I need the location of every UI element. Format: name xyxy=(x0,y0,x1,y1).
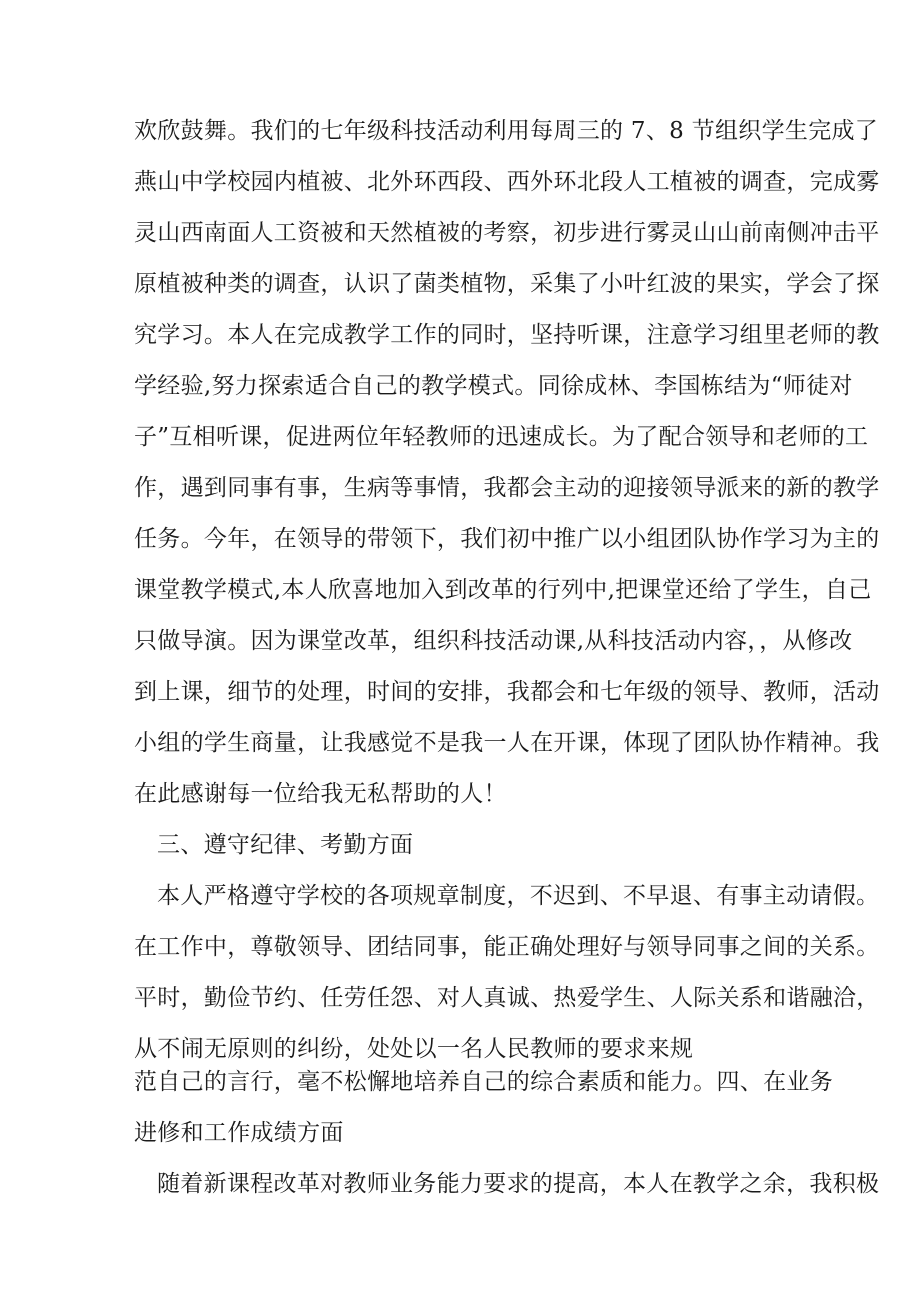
text-line: 本人严格遵守学校的各项规章制度，不迟到、不早退、有事主动请假。 xyxy=(157,883,880,909)
text-line: 子”互相听课，促进两位年轻教师的迅速成长。为了配合领导和老师的工 xyxy=(134,424,869,450)
text-line: 燕山中学校园内植被、北外环西段、西外环北段人工植被的调查，完成雾 xyxy=(134,169,880,195)
text-line: 学经验,努力探索适合自己的教学模式。同徐成林、李国栋结为“师徒对 xyxy=(134,373,853,399)
text-line: 原植被种类的调查，认识了菌类植物，采集了小叶红波的果实，学会了探 xyxy=(134,271,880,297)
text-line: 任务。今年，在领导的带领下，我们初中推广以小组团队协作学习为主的 xyxy=(134,526,880,552)
text-line: 平时，勤俭节约、任劳任怨、对人真诚、热爱学生、人际关系和谐融洽， xyxy=(134,985,880,1011)
section-heading: 三、遵守纪律、考勤方面 xyxy=(157,832,414,858)
text-line: 在工作中，尊敬领导、团结同事，能正确处理好与领导同事之间的关系。 xyxy=(134,934,880,960)
text-line: 进修和工作成绩方面 xyxy=(134,1120,344,1146)
text-line: 从不闹无原则的纠纷，处处以一名人民教师的要求来规 xyxy=(134,1036,694,1062)
text-line: 只做导演。因为课堂改革，组织科技活动课,从科技活动内容，，从修改 xyxy=(134,628,853,654)
text-line: 到上课，细节的处理，时间的安排，我都会和七年级的领导、教师，活动 xyxy=(134,679,880,705)
text-line: 究学习。本人在完成教学工作的同时，坚持听课，注意学习组里老师的教 xyxy=(134,322,880,348)
text-line: 在此感谢每一位给我无私帮助的人！ xyxy=(134,781,507,807)
text-line: 范自己的言行，毫不松懈地培养自己的综合素质和能力。四、在业务 xyxy=(134,1069,833,1095)
text-line: 欢欣鼓舞。我们的七年级科技活动利用每周三的 7、8 节组织学生完成了 xyxy=(134,118,879,144)
text-line: 课堂教学模式,本人欣喜地加入到改革的行列中,把课堂还给了学生，自己 xyxy=(134,577,872,603)
text-line: 灵山西南面人工资被和天然植被的考察，初步进行雾灵山山前南侧冲击平 xyxy=(134,220,880,246)
text-line: 随着新课程改革对教师业务能力要求的提高，本人在教学之余，我积极 xyxy=(157,1171,880,1197)
text-line: 作，遇到同事有事，生病等事情，我都会主动的迎接领导派来的新的教学 xyxy=(134,475,880,501)
text-line: 小组的学生商量，让我感觉不是我一人在开课，体现了团队协作精神。我 xyxy=(134,730,880,756)
